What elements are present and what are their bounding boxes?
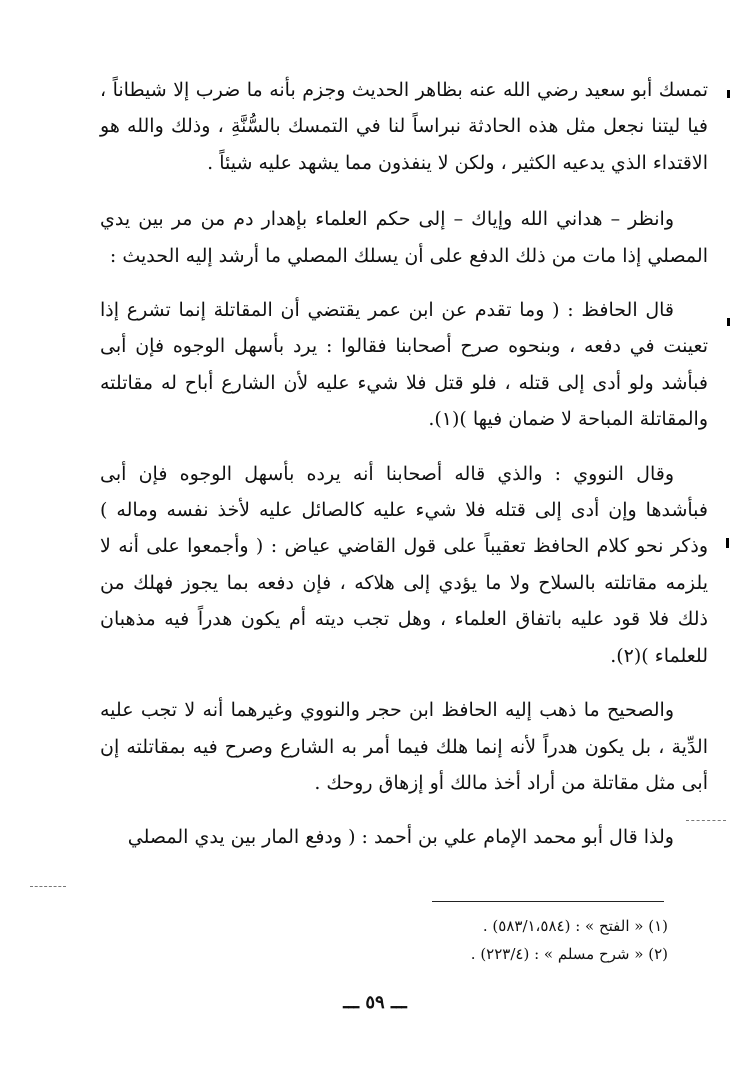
footnote-1: (١) « الفتح » : (٥٨٣/١،٥٨٤) . xyxy=(482,917,668,935)
margin-dash-right xyxy=(686,820,726,821)
paragraph-6: ولذا قال أبو محمد الإمام علي بن أحمد : ( ودفع المار بين يدي المصلي xyxy=(127,826,674,849)
page-number: ـــ ٥٩ ـــ xyxy=(343,992,407,1013)
margin-mark-lower xyxy=(726,538,729,548)
paragraph-5: والصحيح ما ذهب إليه الحافظ ابن حجر والنووي وغيرهما أنه لا تجب عليه الدِّية ، بل يكون هدراً لأنه إنما هلك فيما أمر به الشارع وصرح فيه بمقاتلته إن أبى مثل مقاتلة من أراد أخذ مالك أو إزهاق روحك . xyxy=(100,699,708,794)
footnotes xyxy=(380,912,668,968)
main-text xyxy=(100,72,708,856)
footnote-2: (٢) « شرح مسلم » : (٢٢٣/٤) . xyxy=(470,945,668,963)
paragraph-4: وقال النووي : والذي قاله أصحابنا أنه يرده بأسهل الوجوه فإن أبى فبأشدها وإن أدى إلى قتله فلا شيء عليه كالصائل عليه لأخذ نفسه وماله ) وذكر نحو كلام الحافظ تعقيباً على قول القاضي عياض : ( وأجمعوا على أنه لا يلزمه مقاتلته بالسلاح ولا ما يؤدي إلى هلاكه ، فإن دفعه بما يجوز فهلك من ذلك فلا قود عليه باتفاق العلماء ، وهل تجب ديته أم يكون هدراً فيه مذهبان للعلماء )(٢). xyxy=(100,462,708,667)
margin-mark-middle xyxy=(727,318,730,326)
paragraph-2: وانظر – هداني الله وإياك – إلى حكم العلماء بإهدار دم من مر بين يدي المصلي إذا مات من ذلك الدفع على أن يسلك المصلي ما أرشد إليه الحديث : xyxy=(100,208,708,267)
paragraph-3: قال الحافظ : ( وما تقدم عن ابن عمر يقتضي أن المقاتلة إنما تشرع إذا تعينت في دفعه ، وبنحوه صرح أصحابنا فقالوا : يرد بأسهل الوجوه فإن أبى فبأشد ولو أدى إلى قتله ، فلو قتل فلا شيء عليه لأن الشارع أباح له مقاتلته والمقاتلة المباحة لا ضمان فيها )(١). xyxy=(100,299,708,431)
margin-dash-left xyxy=(30,886,66,887)
margin-mark-top xyxy=(727,90,730,98)
footnote-separator xyxy=(432,901,664,902)
paragraph-1: تمسك أبو سعيد رضي الله عنه بظاهر الحديث وجزم بأنه ما ضرب إلا شيطاناً ، فيا ليتنا نجعل مثل هذه الحادثة نبراساً لنا في التمسك بالسُّنَّةِ ، وذلك والله هو الاقتداء الذي يدعيه الكثير ، ولكن لا ينفذون مما يشهد عليه شيئاً . xyxy=(100,79,708,174)
